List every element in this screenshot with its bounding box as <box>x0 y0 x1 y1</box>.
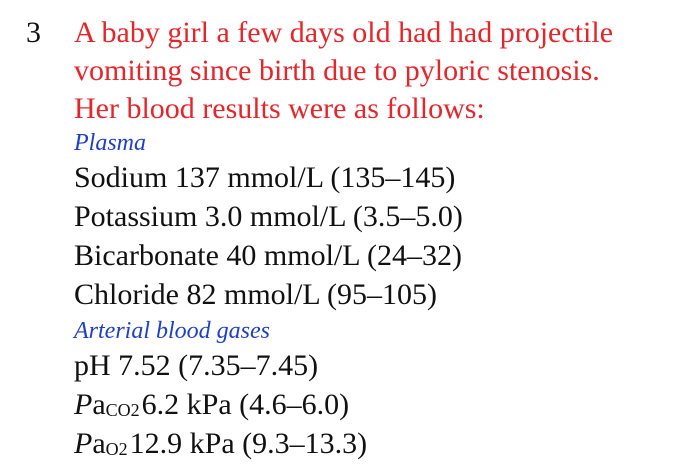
paco2-value: 6.2 kPa (4.6–6.0) <box>141 388 350 421</box>
bicarbonate-result: Bicarbonate 40 mmol/L (24–32) <box>74 239 462 272</box>
stem-line-2: vomiting since birth due to pyloric stenosis. <box>74 54 600 87</box>
ph-result: pH 7.52 (7.35–7.45) <box>74 349 319 382</box>
sodium-result: Sodium 137 mmol/L (135–145) <box>74 161 456 194</box>
paco2-subscript: CO2 <box>105 400 140 420</box>
pao2-p-symbol: P <box>74 427 93 460</box>
question-number: 3 <box>26 16 41 49</box>
question-stem <box>74 14 684 128</box>
pao2-a-symbol: a <box>92 427 106 460</box>
stem-line-1: A baby girl a few days old had had projectile <box>74 16 614 49</box>
pao2-result <box>74 424 684 463</box>
plasma-heading: Plasma <box>74 130 146 156</box>
blood-results <box>74 128 684 463</box>
paco2-result <box>74 385 684 424</box>
pao2-subscript: O2 <box>105 439 128 459</box>
pao2-value: 12.9 kPa (9.3–13.3) <box>129 427 368 460</box>
stem-line-3: Her blood results were as follows: <box>74 92 485 125</box>
potassium-result: Potassium 3.0 mmol/L (3.5–5.0) <box>74 200 463 233</box>
blood-gases-heading: Arterial blood gases <box>74 318 270 344</box>
chloride-result: Chloride 82 mmol/L (95–105) <box>74 278 438 311</box>
paco2-p-symbol: P <box>74 388 93 421</box>
paco2-a-symbol: a <box>92 388 106 421</box>
